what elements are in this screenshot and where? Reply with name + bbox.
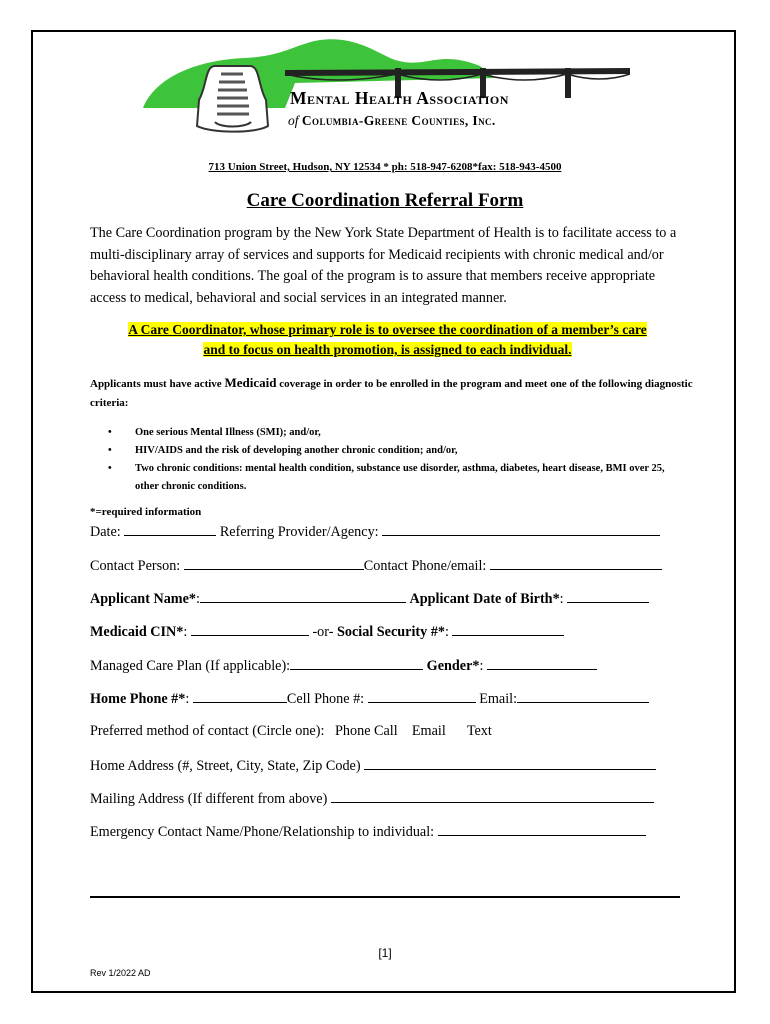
ssn-field[interactable] <box>452 623 564 636</box>
org-address <box>0 161 770 173</box>
row-medicaid: Medicaid CIN*: -or- Social Security #*: <box>90 623 690 641</box>
email-label: Email: <box>479 691 518 707</box>
bullet-icon: • <box>108 463 112 474</box>
org-subname-prefix: of <box>288 113 299 128</box>
email-field[interactable] <box>517 690 649 703</box>
option-text[interactable]: Text <box>466 723 492 739</box>
medicaid-cin-field[interactable] <box>191 623 309 636</box>
managed-care-label: Managed Care Plan (If applicable): <box>90 658 291 674</box>
bullet-icon: • <box>108 445 112 456</box>
org-name: Mental Health Association <box>290 88 509 108</box>
requirements-part2: coverage in order to be enrolled in the program and meet one of the following diagnostic criteria: <box>90 378 693 409</box>
highlight-notice <box>80 320 695 360</box>
requirements-medicaid: Medicaid <box>224 375 277 390</box>
row-managed-care: Managed Care Plan (If applicable): Gender*: <box>90 657 690 675</box>
criteria-item <box>108 442 688 460</box>
contact-person-label: Contact Person: <box>90 558 181 574</box>
contact-phone-label: Contact Phone/email: <box>363 558 487 574</box>
row-date-referring <box>90 523 690 541</box>
gender-field[interactable] <box>487 657 597 670</box>
date-field[interactable] <box>124 523 216 536</box>
criteria-text: One serious Mental Illness (SMI); and/or, <box>135 427 321 438</box>
row-emergency-contact <box>90 823 690 841</box>
criteria-item <box>108 460 688 496</box>
row-preferred-contact <box>90 723 690 740</box>
cell-phone-label: Cell Phone #: <box>286 691 365 707</box>
referring-label: Referring Provider/Agency: <box>219 524 379 540</box>
org-subname <box>288 113 496 129</box>
row-applicant: Applicant Name*: Applicant Date of Birth*: <box>90 590 690 608</box>
referring-field[interactable] <box>382 523 660 536</box>
mailing-address-field[interactable] <box>331 790 654 803</box>
requirements-part1: Applicants must have active <box>90 378 225 390</box>
contact-person-field[interactable] <box>184 557 364 570</box>
revision-note: Rev 1/2022 AD <box>90 968 151 978</box>
requirements-text <box>90 373 695 413</box>
contact-phone-field[interactable] <box>490 557 662 570</box>
home-address-field[interactable] <box>364 757 656 770</box>
medicaid-cin-label: Medicaid CIN* <box>90 624 184 640</box>
home-address-label: Home Address (#, Street, City, State, Zip Code) <box>90 758 361 774</box>
highlight-line-1: A Care Coordinator, whose primary role is to oversee the coordination of a member’s care <box>128 322 647 337</box>
bullet-icon: • <box>108 427 112 438</box>
criteria-text: HIV/AIDS and the risk of developing another chronic condition; and/or, <box>135 445 458 456</box>
emergency-contact-label: Emergency Contact Name/Phone/Relationship to individual: <box>90 824 435 840</box>
date-label: Date: <box>90 524 121 540</box>
footer-divider <box>90 896 680 898</box>
option-phone-call[interactable]: Phone Call <box>335 723 398 739</box>
criteria-list <box>108 424 688 496</box>
logo-bell-icon <box>197 66 268 132</box>
page-number: [1] <box>378 946 392 960</box>
row-contact <box>90 557 690 575</box>
managed-care-field[interactable] <box>290 657 423 670</box>
home-phone-field[interactable] <box>193 690 287 703</box>
or-label: -or- <box>312 624 334 640</box>
emergency-contact-field[interactable] <box>438 823 646 836</box>
gender-label: Gender* <box>426 658 480 674</box>
intro-paragraph: The Care Coordination program by the New York State Department of Health is to facilitate access to a multi-disciplinary array of services and supports for Medicaid recipients with chronic medical and/or behavioral health conditions. The goal of the program is to assure that members receive appropriate access to medical, behavioral and social services in an integrated manner. <box>90 225 677 306</box>
preferred-label: Preferred method of contact (Circle one): <box>90 723 325 739</box>
row-phones: Home Phone #*: Cell Phone #: Email: <box>90 690 690 708</box>
applicant-name-field[interactable] <box>200 590 406 603</box>
form-title: Care Coordination Referral Form <box>246 190 524 211</box>
applicant-dob-field[interactable] <box>567 590 649 603</box>
criteria-text: Two chronic conditions: mental health condition, substance use disorder, asthma, diabetes, heart disease, BMI over 25, other chronic conditions. <box>135 463 665 492</box>
mailing-address-label: Mailing Address (If different from above) <box>90 791 328 807</box>
org-subname-counties: Columbia-Greene Counties, Inc. <box>301 113 496 128</box>
criteria-item <box>108 424 688 442</box>
highlight-line-2: and to focus on health promotion, is assigned to each individual. <box>203 342 572 357</box>
ssn-label: Social Security #* <box>336 624 445 640</box>
home-phone-label: Home Phone #* <box>90 691 186 707</box>
required-note: *=required information <box>90 506 202 518</box>
org-address-text: 713 Union Street, Hudson, NY 12534 * ph: 518-947-6208*fax: 518-943-4500 <box>208 161 562 173</box>
applicant-dob-label: Applicant Date of Birth* <box>409 591 560 607</box>
option-email[interactable]: Email <box>411 723 446 739</box>
row-home-address <box>90 757 690 775</box>
row-mailing-address <box>90 790 690 808</box>
applicant-name-label: Applicant Name* <box>90 591 197 607</box>
cell-phone-field[interactable] <box>368 690 476 703</box>
